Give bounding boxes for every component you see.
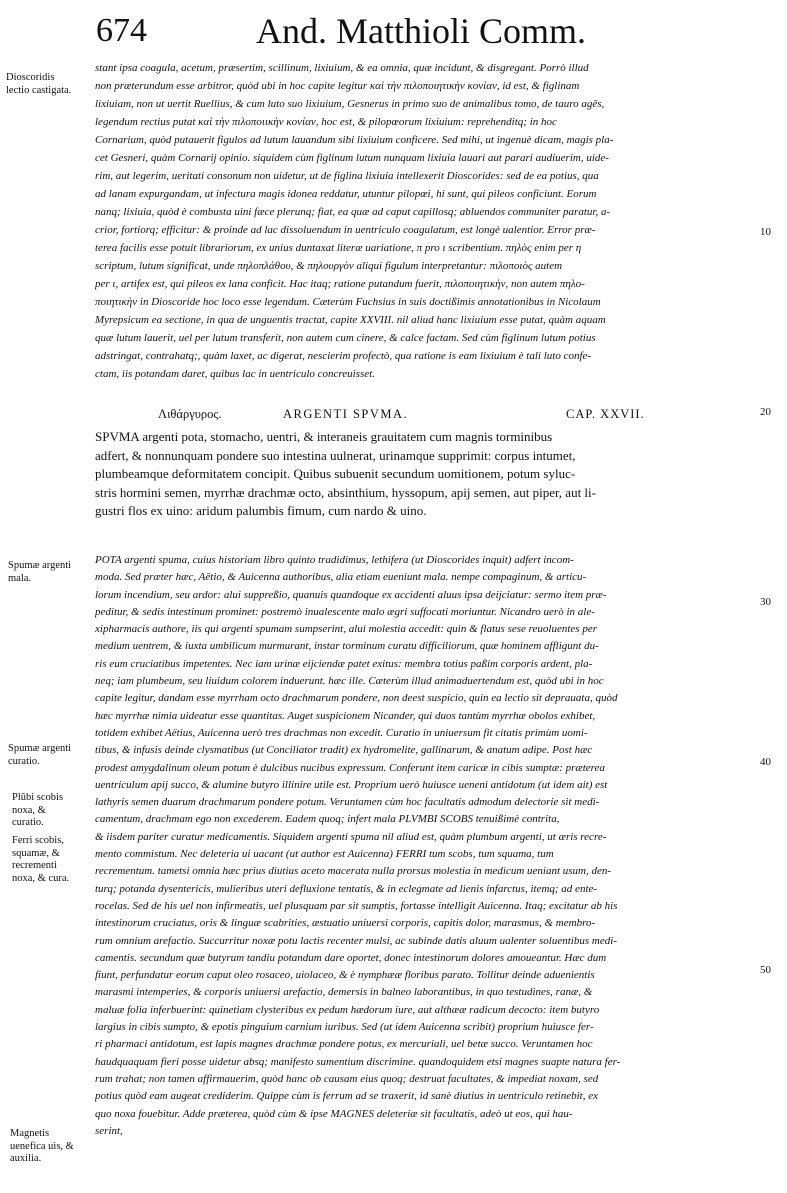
margin-note: Dioscoridis lectio castigata. [6,72,72,96]
text-line: uentriculum apij succo, & alumine butyro illinire utile est. Proprium uerò huiusce ueneni antidotum (ut idem ait) est [95,778,608,791]
text-line: terea facilis esse potuit librariorum, ex unius duntaxat literæ uariatione, π pro ι scribentium. πηλὸς enim per η [95,242,582,254]
text-line: lixiuiam, non ut uertit Ruellius, & cum luto suo lixiuium, Gesnerus in primo suo de animalibus tomo, de tauro agēs, [95,98,605,110]
line-number: 30 [760,596,771,608]
text-line: intestinorum cruciatus, oris & linguæ scabrities, æstuatio uniuersi corporis, capitis dolor, marasmus, & membro- [95,917,596,930]
text-line: prodest amygdalinum oleum potum è dulcibus nucibus expressum. Conferunt item caricæ in cibis sumptæ: præterea [95,761,605,774]
line-number: 10 [760,226,771,238]
text-line: crior, fortiorq; efficitur: & proinde ad lac dissoluendum in uentriculo coagulatum, est longè ualentior. Error præ- [95,224,596,236]
text-line: non præterundum esse arbitror, quòd ubi in hoc capite legitur καὶ τὴν πιλοποιητικὴν κονίαν, id est, & figlinam [95,80,580,92]
text-line: stant ipsa coagula, acetum, præsertim, scillinum, lixiuium, & ea omnia, quæ incidunt, & disgregant. Porrò illud [95,62,589,74]
dioscorides-text [95,428,753,521]
text-line: potius quòd eam augeat crediderim. Quippe cùm is ferrum ad se traxerit, id sanè diutius in uentriculo retinebit, ex [95,1090,598,1103]
text-line: POTA argenti spuma, cuius historiam libro quinto tradidimus, lethifera (ut Dioscorides inquit) adfert incom- [95,554,574,566]
text-line: mento commistum. Nec deleteria ui uacant (ut author est Auicenna) FERRI tum scobs, tum squama, tum [95,848,554,861]
margin-note: Spumæ argenti mala. [8,560,72,584]
chapter-number: CAP. XXVII. [566,407,645,421]
commentary-block-2 [95,552,753,1140]
text-line: lorum incendium, seu ardor: alui suppreßio, quanuis quandoque ex accidenti aluus ipsa deijciatur: sermo item præ- [95,588,607,601]
text-line: ri pharmaci antidotum, est lapis magnes drachmæ pondere potus, ex mercuriali, uel betæ succo. Veruntamen hoc [95,1038,593,1051]
text-line: capite legitur, dandam esse myrrham octo drachmarum pondere, non deest suspicio, quin ea lectio sit deprauata, quòd [95,692,618,705]
text-line: plumbeamque deformitatem concipit. Quibus subuenit secundum uomitionem, potum syluc- [95,466,576,481]
text-line: adfert, & nonnunquam pondere suo intestina uulnerat, urinamque supprimit: corpus intumet, [95,447,576,463]
chapter-greek-name: Λιθάργυρος. [158,407,222,421]
line-number: 20 [760,406,771,418]
text-line: cet Gesneri, quàm Cornarij opinio. siquidem cùm figlinum lutum nunquam lixiuia lauari aut parari audiuerim, uide- [95,152,609,164]
text-line: ris eum cruciatibus impetentes. Nec iam urinæ eijciendæ patet exitus: membra totius paßim corporis ardent, pla- [95,657,593,670]
text-line: SPVMA argenti pota, stomacho, uentri, & interaneis grauitatem cum magnis torminibus [95,429,553,444]
text-line: peditur, & sedis intestinum prominet: postremò inualescente malo ægri suffocati moriuntur. Nicandro uerò in ale- [95,605,595,618]
text-line: Cornarium, quòd putauerit figulos ad lutum lauandum sibi lixiuium conficere. Sed mihi, ut ingenuè dicam, magis pla- [95,134,614,146]
text-line: marasmi intemperies, & corporis uniuersi arefactio, demersis in balneo laborantibus, in quo testudines, ranæ, & [95,986,593,999]
text-line: gustri flos ex uino: aridum palumbis fimum, cum nardo & uino. [95,503,427,518]
text-line: rum trahat; non tamen affirmauerim, quòd hanc ob causam eius quoq; destruat facultates, & impediat noxam, sed [95,1072,599,1085]
text-line: scriptum, lutum significat, unde πηλοπλάθου, & πηλουργὸν aliqui figulum interpretantur: πιλοποιὸς autem [95,260,563,272]
margin-note: Spumæ argenti curatio. [8,743,72,767]
text-line: ctam, iis potandam daret, quibus lac in uentriculo concreuisset. [95,368,375,380]
text-line: largius in cibis sumpto, & epotis pinguium carnium iuribus. Sed (ut idem Auicenna scribit) proprium huiusce fer- [95,1021,594,1034]
text-line: xipharmacis authore, iis qui argenti spumam sumpserint, alui molestia accedit: quin & flatus sese reuoluentes per [95,623,597,636]
chapter-title: ARGENTI SPVMA. [283,407,409,421]
text-line: quæ lutum lauerit, uel per lutum transferit, non autem cum cinere, & calce factam. Sed cùm figlinum lutum potius [95,332,596,344]
margin-note: Plũbi scobis noxa, & curatio. [12,792,64,828]
text-line: maluæ folia inferbuerint: quinetiam clysteribus ex pedum hædorum iure, aut althææ radicum decocto: item butyro [95,1003,600,1016]
line-number: 40 [760,756,771,768]
text-line: lathyris semen duarum drachmarum pondere potum. Veruntamen cùm hoc facultatis admodum delectorie sit medi- [95,796,600,809]
text-line: ad lanam expurgandam, ut infectura magis idonea reddatur, utuntur pilopœi, hi sunt, qui pileos conficiunt. Eorum [95,188,597,200]
margin-note: Magnetis uenefica uis, & auxilia. [10,1128,74,1164]
text-line: turq; potanda dysentericis, mulieribus uteri defluxione tentatis, & in eclegmate ad lienis infarctus, itemq; ad ente- [95,882,598,895]
text-line: quo noxa fouebitur. Adde præterea, quòd cùm & ipse MAGNES deleteriæ sit facultatis, adeò ut eos, qui hau- [95,1107,573,1120]
running-header [96,10,626,50]
text-line: totidem exhibet Aëtius, Auicenna uerò tres drachmas non excedit. Curatio in uniuersum fit citatis primùm uomi- [95,726,588,739]
line-number: 50 [760,964,771,976]
text-line: hæc myrrhæ nimia uideatur esse quantitas. Auget suspicionem Nicander, qui duos tantùm myrrhæ obolos exhibet, [95,709,596,722]
text-line: haudquaquam fieri posse uidetur absq; manifesto sumentium discrimine. quandoquidem etsi magnes suapte natura fer- [95,1055,621,1068]
text-line: tibus, & infusis deinde clysmatibus (ut Conciliator tradit) ex hydromelite, gallinarum, & anatum adipe. Post hæc [95,744,593,757]
text-line: moda. Sed præter hæc, Aëtio, & Auicenna authoribus, alia etiam eueniunt mala. nempe compaginum, & articu- [95,571,587,584]
text-line: camentis. secundum quæ butyrum tandiu potandum dare oportet, donec intestinorum dolores amoueantur. Hæc dum [95,951,607,964]
text-line: & iisdem pariter curatur medicamentis. Siquidem argenti spuma nil aliud est, quàm plumbum argenti, ut æris recre- [95,830,607,843]
text-line: ποιητικὴν in Dioscoride hoc loco esse legendum. Cæterùm Fuchsius in suis doctißimis annotationibus in Nicolaum [95,296,601,308]
text-line: rocelas. Sed de his uel non infirmeatis, uel plusquam par sit sumptis, fortasse intelligit Auicenna. Itaq; excitatur ab his [95,899,618,912]
page-number: 674 [96,12,147,49]
text-line: medium uentrem, & iuxta umbilicum murmurant, instar torminum curatu difficiliorum, quæ hominem affligunt du- [95,640,599,653]
text-line: rum omnium arefactio. Succurritur noxæ potu lactis recenter mulsi, ac subinde datis aluum ualenter soluentibus medi- [95,934,617,947]
commentary-block-1 [95,60,753,384]
text-line: fiunt, perfundatur eorum caput oleo rosaceo, uiolaceo, & è nymphææ floribus parato. Tollitur deinde aduenientis [95,969,595,982]
text-line: legendum rectius putat καὶ τὴν πιλοποιικὴν κονίαν, hoc est, & pilopœorum lixiuium: reprehenditq; in hoc [95,116,557,128]
text-line: nanq; lixiuia, quòd è combusta uini fæce plerunq; fiat, ea quæ ad caput capillosq; abluendos communiter paratur, a- [95,206,611,218]
text-line: serint, [95,1124,123,1137]
running-title: And. Matthioli Comm. [256,11,587,51]
text-line: stris hormini semen, myrrhæ drachmæ octo, absinthium, hyssopum, apij semen, aut piper, aut li- [95,484,596,500]
text-line: adstringat, contrahatq;, quàm laxet, ac digerat, nescierim profectò, qua ratione is eam lixiuium è tali luto confe- [95,350,592,362]
text-line: recrementum. tametsi omnia hæc prius diutius aceto macerata nulla prorsus molestia in medicum ueniant usum, den- [95,865,612,878]
margin-note: Ferri scobis, squamæ, & recrementi noxa, & cura. [12,835,70,884]
text-line: camentum, drachmam ego non excederem. Eadem quoq; infert mala PLVMBI SCOBS tenuißimè contrita, [95,813,560,826]
text-line: neq; iam plumbeum, seu liuidum colorem induerunt. hæc ille. Cæterùm illud animaduertendum est, quòd ubi in hoc [95,675,604,688]
text-line: per ι, artifex est, qui pileos ex lana conficit. Hac itaq; ratione putandum fuerit, πιλοποιητικὴν, non autem πηλο- [95,278,585,290]
text-line: rim, aut legerim, ueritati consonum non uidetur, ut de figlina lixiuia intellexerit Dioscorides: sed de ea potius, qua [95,170,599,182]
text-line: Myrepsicum ea sectione, in qua de unguentis tractat, capite XXVIII. nil aliud hanc lixiuium esse putat, quàm aquam [95,314,606,326]
